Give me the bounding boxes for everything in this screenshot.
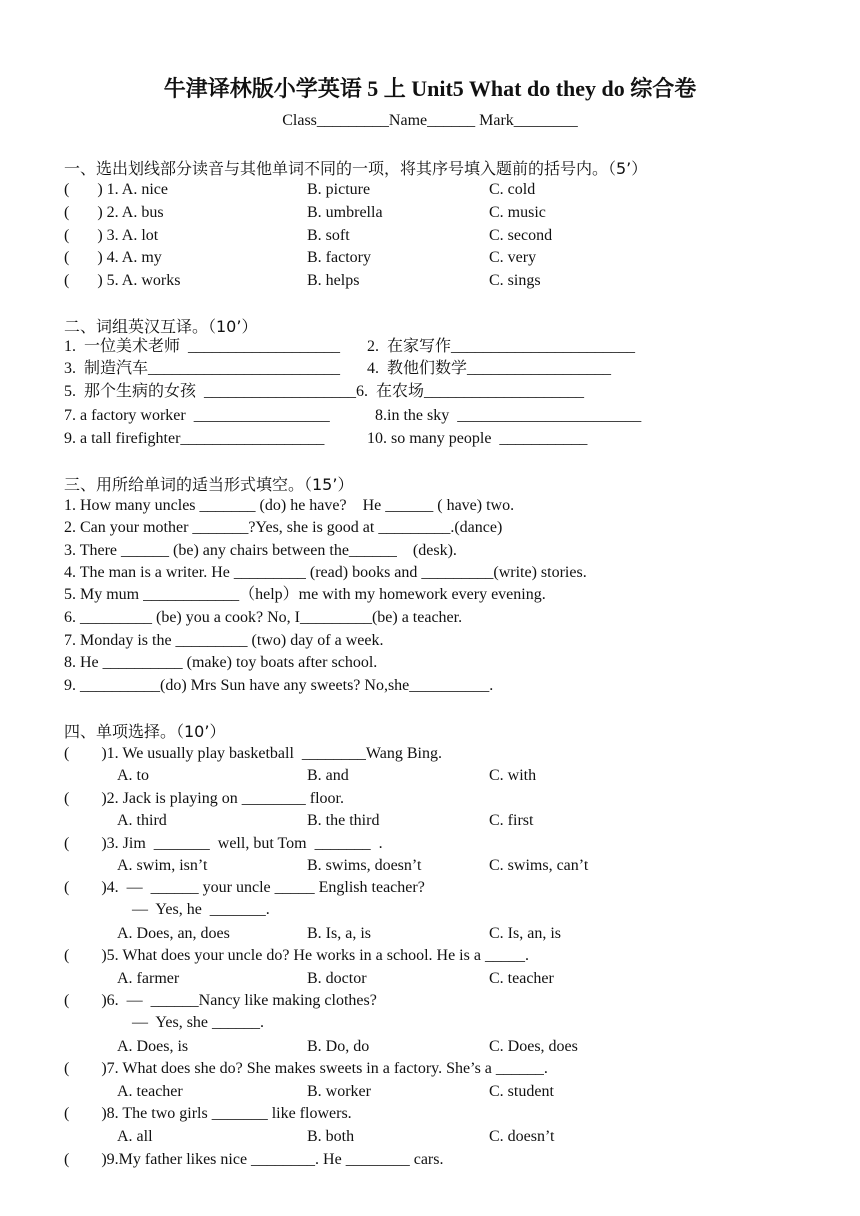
p4-q5: ( )5. What does your uncle do? He works in a school. He is a _____. — [64, 947, 529, 964]
p4-q4-reply: — Yes, he _______. — [132, 901, 270, 918]
p4-q4-b: B. Is, a, is — [307, 925, 371, 942]
p4-q5-b: B. doctor — [307, 970, 367, 987]
p4-q8-a: A. all — [117, 1128, 153, 1145]
p3-q7: 7. Monday is the _________ (two) day of a week. — [64, 632, 384, 649]
p4-q6-b: B. Do, do — [307, 1038, 370, 1055]
p4-q8-c: C. doesn’t — [489, 1128, 555, 1145]
p2-row5-left: 9. a tall firefighter__________________ — [64, 430, 325, 447]
p4-q7-c: C. student — [489, 1083, 554, 1100]
p4-q6-a: A. Does, is — [117, 1038, 189, 1055]
p2-row4-right: 8.in the sky _______________________ — [375, 407, 642, 424]
p2-row5-right: 10. so many people ___________ — [367, 430, 588, 447]
page-title: 牛津译林版小学英语 5 上 Unit5 What do they do 综合卷 — [163, 76, 697, 101]
p1-q1: ( ) 1. A. nice — [64, 181, 168, 198]
p4-q7: ( )7. What does she do? She makes sweets in a factory. She’s a ______. — [64, 1060, 548, 1077]
p4-q1-c: C. with — [489, 767, 537, 784]
p1-q1-c: C. cold — [489, 181, 536, 198]
p2-row2-right: 4. 教他们数学__________________ — [367, 360, 612, 377]
p2-row3: 5. 那个生病的女孩 ___________________6. 在农场____________________ — [64, 383, 585, 400]
p3-q1: 1. How many uncles _______ (do) he have? He ______ ( have) two. — [64, 497, 515, 514]
p4-q2-b: B. the third — [307, 812, 380, 829]
p3-q9: 9. __________(do) Mrs Sun have any sweets? No,she__________. — [64, 677, 494, 694]
p2-row1-left: 1. 一位美术老师 ___________________ — [64, 338, 341, 355]
p4-q2-c: C. first — [489, 812, 534, 829]
p3-q8: 8. He __________ (make) toy boats after school. — [64, 654, 378, 671]
p4-q4: ( )4. — ______ your uncle _____ English teacher? — [64, 879, 425, 896]
p1-q4: ( ) 4. A. my — [64, 249, 162, 266]
p4-q8-b: B. both — [307, 1128, 355, 1145]
p4-q1-a: A. to — [117, 767, 149, 784]
p4-q6: ( )6. — ______Nancy like making clothes? — [64, 992, 377, 1009]
p1-q4-c: C. very — [489, 249, 537, 266]
p4-q6-c: C. Does, does — [489, 1038, 578, 1055]
p4-q2-a: A. third — [117, 812, 167, 829]
p4-q4-a: A. Does, an, does — [117, 925, 230, 942]
p1-q5-b: B. helps — [307, 272, 360, 289]
p4-q7-b: B. worker — [307, 1083, 371, 1100]
p4-q3-a: A. swim, isn’t — [117, 857, 208, 874]
section-2-heading: 二、词组英汉互译。（10’） — [64, 317, 258, 336]
p4-q9: ( )9.My father likes nice ________. He ________ cars. — [64, 1151, 444, 1168]
p1-q4-b: B. factory — [307, 249, 371, 266]
p1-q3-b: B. soft — [307, 227, 350, 244]
p1-q2-c: C. music — [489, 204, 546, 221]
p4-q8: ( )8. The two girls _______ like flowers. — [64, 1105, 352, 1122]
p3-q2: 2. Can your mother _______?Yes, she is good at _________.(dance) — [64, 519, 503, 536]
p4-q6-reply: — Yes, she ______. — [132, 1014, 265, 1031]
p4-q3-c: C. swims, can’t — [489, 857, 589, 874]
p3-q4: 4. The man is a writer. He _________ (read) books and _________(write) stories. — [64, 564, 587, 581]
p1-q5: ( ) 5. A. works — [64, 272, 181, 289]
p2-row1-right: 2. 在家写作_______________________ — [367, 338, 636, 355]
p2-row2-left: 3. 制造汽车________________________ — [64, 360, 341, 377]
section-1-heading: 一、选出划线部分读音与其他单词不同的一项，将其序号填入题前的括号内。（5’） — [64, 159, 648, 178]
p3-q6: 6. _________ (be) you a cook? No, I_________(be) a teacher. — [64, 609, 463, 626]
section-3-heading: 三、用所给单词的适当形式填空。（15’） — [64, 475, 354, 494]
p1-q5-c: C. sings — [489, 272, 541, 289]
p1-q3-c: C. second — [489, 227, 553, 244]
student-info-line: Class_________Name______ Mark________ — [282, 112, 578, 129]
p1-q2-b: B. umbrella — [307, 204, 383, 221]
p3-q5: 5. My mum ____________（help）me with my homework every evening. — [64, 586, 546, 603]
p4-q5-a: A. farmer — [117, 970, 180, 987]
p4-q3: ( )3. Jim _______ well, but Tom _______ . — [64, 835, 383, 852]
p4-q1: ( )1. We usually play basketball ________Wang Bing. — [64, 745, 442, 762]
p4-q2: ( )2. Jack is playing on ________ floor. — [64, 790, 344, 807]
p4-q3-b: B. swims, doesn’t — [307, 857, 422, 874]
p4-q4-c: C. Is, an, is — [489, 925, 561, 942]
p4-q5-c: C. teacher — [489, 970, 554, 987]
p2-row4-left: 7. a factory worker _________________ — [64, 407, 330, 424]
section-4-heading: 四、单项选择。（10’） — [64, 722, 226, 741]
p1-q3: ( ) 3. A. lot — [64, 227, 159, 244]
p1-q1-b: B. picture — [307, 181, 371, 198]
p3-q3: 3. There ______ (be) any chairs between the______ (desk). — [64, 542, 457, 559]
p4-q7-a: A. teacher — [117, 1083, 183, 1100]
p4-q1-b: B. and — [307, 767, 349, 784]
p1-q2: ( ) 2. A. bus — [64, 204, 164, 221]
